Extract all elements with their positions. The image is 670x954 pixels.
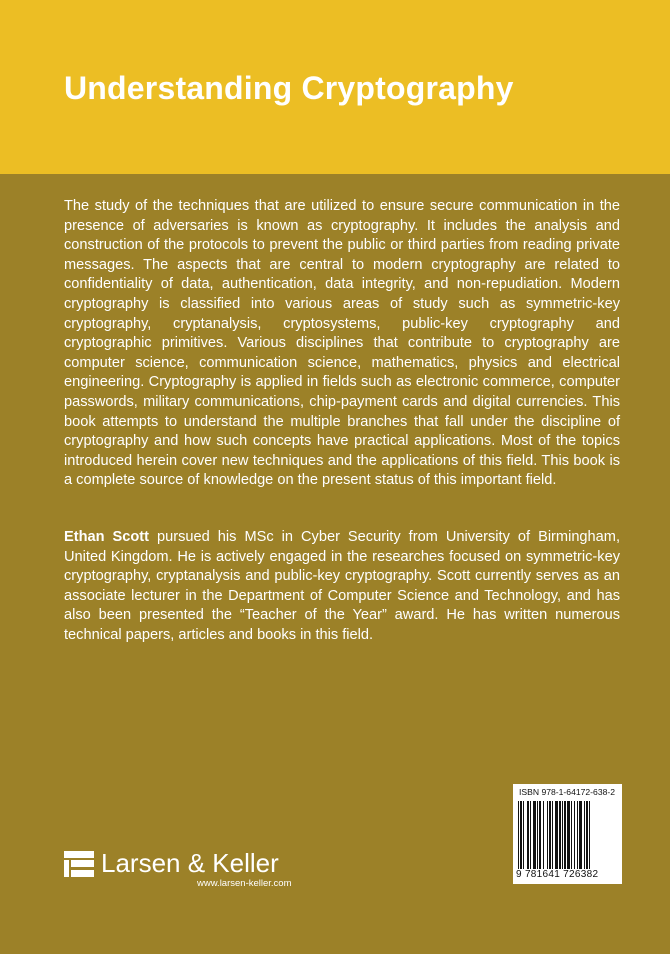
barcode-bar — [562, 801, 563, 869]
barcode-bar — [537, 801, 538, 869]
book-description: The study of the techniques that are utilized to ensure secure communication in the presence of adversaries is known as cryptography. It includes the analysis and construction of the protocols to prevent the public or third parties from reading private messages. The aspects that are central to modern cryptography are related to confidentiality of data, authentication, data integrity, and non-repudiation. Modern cryptography is classified into various areas of study such as symmetric-key cryptography, cryptanalysis, cryptosystems, public-key cryptography and cryptographic primitives. Various disciplines that contribute to cryptography are computer science, communication science, mathematics, physics and electrical engineering. Cryptography is applied in fields such as electronic commerce, computer passwords, military communications, chip-payment cards and digital currencies. This book attempts to understand the multiple branches that fall under the discipline of cryptography and how such concepts have practical applications. Most of the topics introduced herein cover new techniques and the applications of this field. This book is a complete source of knowledge on the present status of this important field. — [64, 198, 620, 489]
barcode-bar — [549, 801, 551, 869]
barcode-bar — [518, 801, 519, 869]
barcode-bar — [567, 801, 570, 869]
title-banner — [0, 0, 670, 174]
barcode-bar — [539, 801, 541, 869]
barcode-bar — [574, 801, 575, 869]
barcode-bar — [577, 801, 578, 869]
publisher-logo-icon — [64, 851, 94, 877]
barcode-bar — [584, 801, 585, 869]
isbn-label: ISBN 978-1-64172-638-2 — [519, 787, 616, 797]
barcode-bar — [520, 801, 522, 869]
publisher-url: www.larsen-keller.com — [197, 878, 292, 889]
barcode-bar — [527, 801, 529, 869]
barcode-bar — [589, 801, 590, 869]
barcode-bar — [571, 801, 572, 869]
barcode-bar — [530, 801, 531, 869]
barcode-bar — [559, 801, 561, 869]
barcode-bar — [523, 801, 524, 869]
barcode-bar — [552, 801, 553, 869]
author-bio — [64, 528, 620, 646]
barcode-digits: 9 781641 726382 — [516, 869, 599, 880]
isbn-barcode — [513, 784, 622, 884]
barcode-bar — [547, 801, 548, 869]
barcode-bar — [564, 801, 566, 869]
barcode-bar — [533, 801, 536, 869]
author-name: Ethan Scott — [64, 529, 150, 545]
publisher-block — [64, 848, 324, 888]
barcode-bar — [555, 801, 558, 869]
book-title: Understanding Cryptography — [64, 70, 514, 106]
barcode-bar — [579, 801, 582, 869]
barcode-bars — [518, 801, 617, 869]
author-bio-text: pursued his MSc in Cyber Security from University of Birmingham, United Kingdom. He is actively engaged in the researches focused on symmetric-key cryptography, cryptanalysis and public-key cryptography. Scott currently serves as an associate lecturer in the Department of Computer Science and Technology, and has also been presented the “Teacher of the Year” award. He has written numerous technical papers, articles and books in this field. — [64, 529, 620, 643]
barcode-bar — [543, 801, 544, 869]
barcode-bar — [586, 801, 588, 869]
publisher-name: Larsen & Keller — [101, 848, 279, 878]
